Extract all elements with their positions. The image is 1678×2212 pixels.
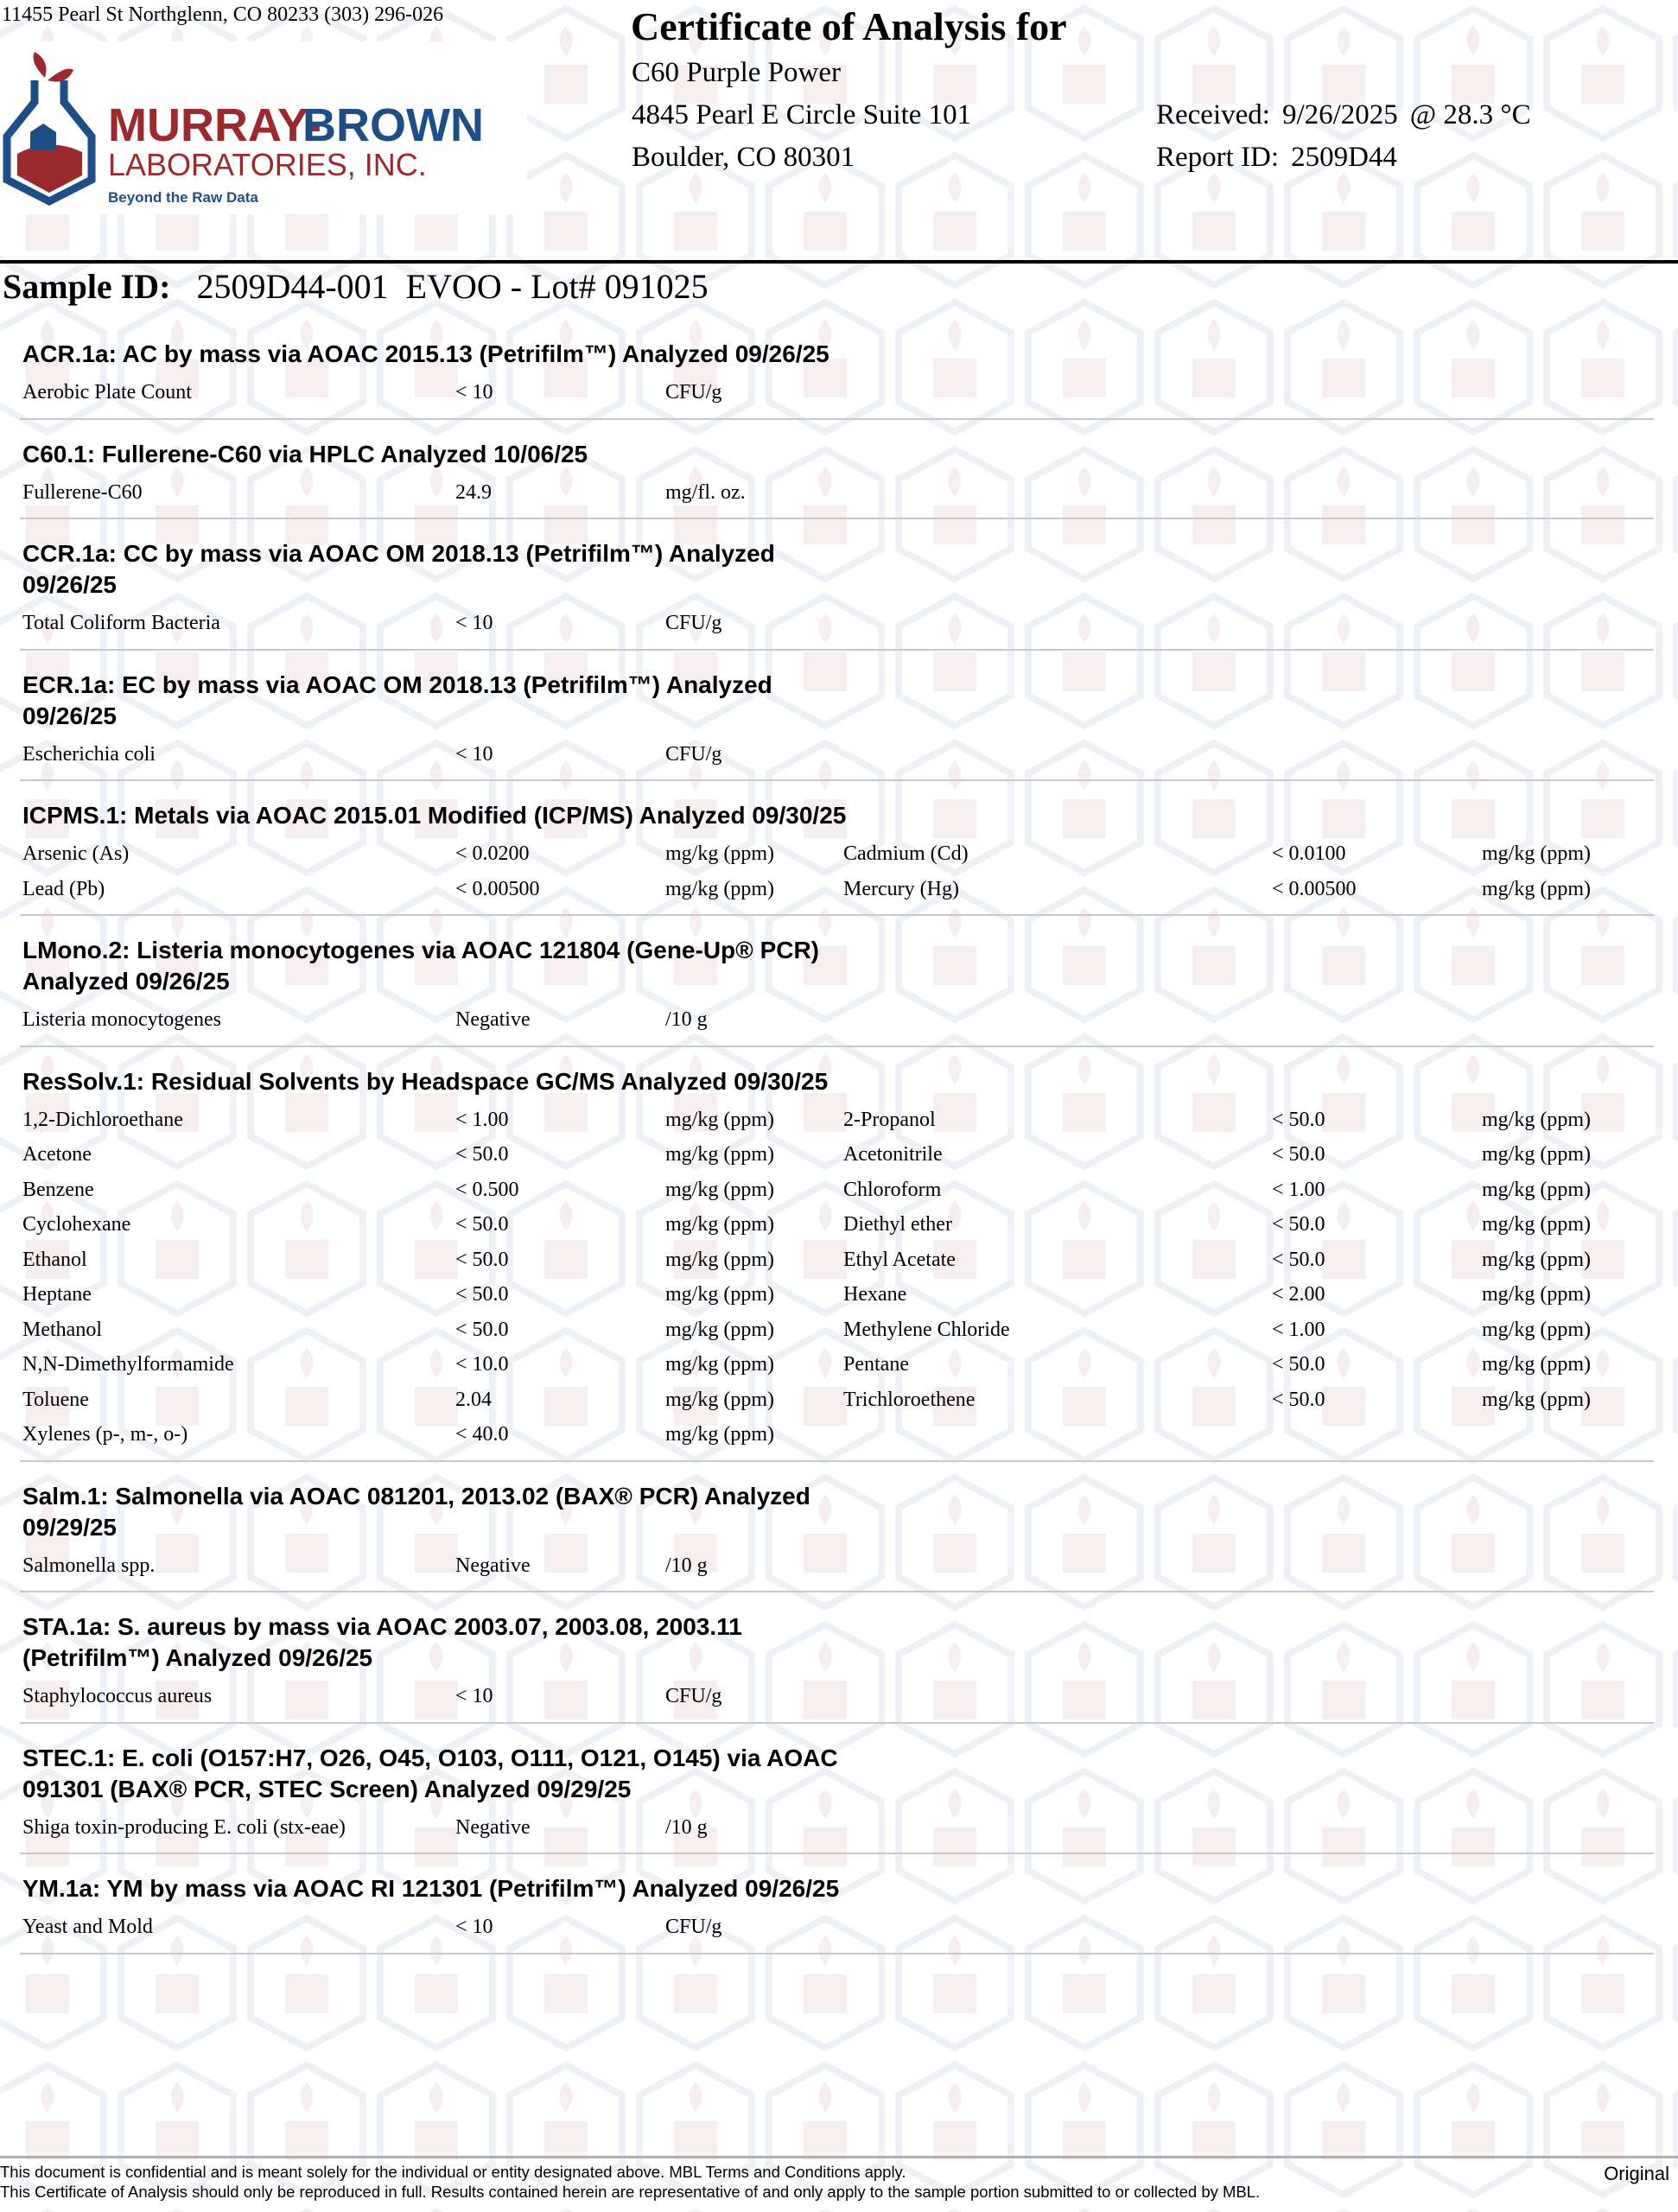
test-method-header: C60.1: Fullerene-C60 via HPLC Analyzed 10/06/25 <box>22 440 588 467</box>
result-unit: mg/kg (ppm) <box>1482 1108 1591 1131</box>
result-unit: mg/fl. oz. <box>665 480 746 504</box>
result-value: < 50.0 <box>455 1213 509 1236</box>
result-row <box>20 375 1654 410</box>
test-method-header: ECR.1a: EC by mass via AOAC OM 2018.13 (Petrifilm™) Analyzed 09/26/25 <box>22 671 772 729</box>
result-value: < 1.00 <box>1272 1178 1325 1201</box>
test-section <box>20 1854 1654 1955</box>
analyte-name: Staphylococcus aureus <box>22 1685 213 1707</box>
result-unit: mg/kg (ppm) <box>665 1353 774 1376</box>
result-value: < 50.0 <box>455 1318 509 1341</box>
test-section <box>20 1724 1654 1855</box>
result-value: < 50.0 <box>1272 1143 1325 1166</box>
result-unit: /10 g <box>665 1815 708 1839</box>
client-name: C60 Purple Power <box>632 57 841 88</box>
test-method-header: CCR.1a: CC by mass via AOAC OM 2018.13 (Petrifilm™) Analyzed 09/26/25 <box>22 540 775 598</box>
result-unit: CFU/g <box>665 612 722 634</box>
sample-id <box>3 266 709 307</box>
result-value: < 0.0200 <box>455 842 530 865</box>
test-section <box>20 420 1654 520</box>
analyte-name: N,N-Dimethylformamide <box>22 1353 234 1376</box>
result-value: < 50.0 <box>1272 1213 1325 1236</box>
result-value: < 50.0 <box>455 1283 509 1306</box>
analyte-name: Diethyl ether <box>843 1213 952 1236</box>
analyte-name: Mercury (Hg) <box>843 877 959 900</box>
result-value: < 0.00500 <box>455 877 540 900</box>
result-unit: mg/kg (ppm) <box>1482 1318 1591 1341</box>
result-value: < 50.0 <box>1272 1108 1325 1131</box>
analyte-name: Heptane <box>22 1283 92 1306</box>
result-unit: mg/kg (ppm) <box>1482 1178 1591 1201</box>
result-value: < 10 <box>455 1916 493 1938</box>
test-method-header: LMono.2: Listeria monocytogenes via AOAC 121804 (Gene-Up® PCR) Analyzed 09/26/25 <box>22 937 820 995</box>
result-row <box>20 606 1654 641</box>
result-value: < 50.0 <box>1272 1388 1325 1411</box>
result-row <box>20 1810 1654 1846</box>
analyte-name: Trichloroethene <box>843 1388 976 1411</box>
svg-text:LABORATORIES, INC.: LABORATORIES, INC. <box>108 147 427 182</box>
result-unit: /10 g <box>665 1008 708 1031</box>
lab-address: 11455 Pearl St Northglenn, CO 80233 (303) 296-026 <box>2 3 444 26</box>
result-unit: CFU/g <box>665 1916 722 1938</box>
result-unit: mg/kg (ppm) <box>665 1143 774 1166</box>
test-section <box>20 1592 1654 1724</box>
test-method-header: Salm.1: Salmonella via AOAC 081201, 2013.02 (BAX® PCR) Analyzed 09/29/25 <box>22 1482 810 1541</box>
result-value: < 40.0 <box>455 1423 509 1446</box>
company-logo <box>0 41 527 214</box>
analyte-name: Fullerene-C60 <box>22 480 143 504</box>
result-value: Negative <box>455 1008 531 1031</box>
analyte-name: Acetonitrile <box>843 1143 943 1166</box>
analyte-name: Listeria monocytogenes <box>22 1008 221 1031</box>
analyte-name: Total Coliform Bacteria <box>22 612 220 634</box>
analyte-name: Acetone <box>22 1143 92 1166</box>
report-info <box>1156 94 1543 179</box>
result-value: < 10 <box>455 1685 493 1707</box>
analyte-name: Ethyl Acetate <box>843 1248 956 1271</box>
analyte-name: Cadmium (Cd) <box>843 842 969 865</box>
svg-text:BROWN: BROWN <box>302 99 484 151</box>
result-row <box>20 1173 1654 1208</box>
document-status: Original <box>1604 2163 1669 2184</box>
result-value: < 1.00 <box>455 1108 509 1131</box>
result-unit: mg/kg (ppm) <box>1482 1283 1591 1306</box>
result-value: Negative <box>455 1815 531 1839</box>
result-row <box>20 1243 1654 1278</box>
results-sections <box>20 320 1654 1955</box>
svg-text:MURRAY-: MURRAY- <box>108 99 322 151</box>
analyte-name: Lead (Pb) <box>22 877 105 900</box>
result-row <box>20 872 1654 907</box>
result-row <box>20 475 1654 511</box>
result-value: < 2.00 <box>1272 1283 1325 1306</box>
flask-logo-icon <box>0 41 527 214</box>
result-value: < 50.0 <box>1272 1248 1325 1271</box>
result-row <box>20 1137 1654 1173</box>
analyte-name: 2-Propanol <box>843 1108 936 1131</box>
analyte-name: Hexane <box>843 1283 907 1306</box>
document-title: Certificate of Analysis for <box>631 4 1067 48</box>
analyte-name: Escherichia coli <box>22 742 156 766</box>
result-unit: /10 g <box>665 1554 708 1577</box>
test-method-header: ACR.1a: AC by mass via AOAC 2015.13 (Petrifilm™) Analyzed 09/26/25 <box>22 340 829 367</box>
result-unit: mg/kg (ppm) <box>665 842 774 865</box>
received-date: 9/26/2025 <box>1281 99 1398 130</box>
result-value: 24.9 <box>455 480 492 504</box>
received-temp: @ 28.3 °C <box>1409 99 1531 130</box>
result-unit: mg/kg (ppm) <box>665 1388 774 1411</box>
result-unit: mg/kg (ppm) <box>665 1178 774 1201</box>
footer-confidentiality: This document is confidential and is meant solely for the individual or entity designated above. MBL Terms and Conditions apply. <box>0 2163 906 2181</box>
test-section <box>20 781 1654 916</box>
report-id: 2509D44 <box>1291 142 1397 173</box>
analyte-name: Ethanol <box>22 1248 87 1271</box>
analyte-name: Xylenes (p-, m-, o-) <box>22 1423 188 1446</box>
test-method-header: STEC.1: E. coli (O157:H7, O26, O45, O103, O111, O121, O145) via AOAC 091301 (BAX® PCR, STEC Screen) Analyzed 09/29/25 <box>22 1744 838 1802</box>
client-address-line1: 4845 Pearl E Circle Suite 101 <box>632 99 972 130</box>
svg-text:Beyond the Raw Data: Beyond the Raw Data <box>108 189 258 206</box>
result-value: < 10 <box>455 381 493 404</box>
test-section <box>20 1462 1654 1593</box>
result-unit: mg/kg (ppm) <box>1482 1388 1591 1411</box>
result-value: < 0.500 <box>455 1178 519 1201</box>
test-section <box>20 916 1654 1047</box>
result-value: < 50.0 <box>1272 1353 1325 1376</box>
result-unit: mg/kg (ppm) <box>1482 842 1591 865</box>
test-method-header: YM.1a: YM by mass via AOAC RI 121301 (Petrifilm™) Analyzed 09/26/25 <box>22 1875 840 1902</box>
report-id-label: Report ID: <box>1156 142 1280 173</box>
result-value: < 10 <box>455 742 493 766</box>
result-unit: mg/kg (ppm) <box>1482 1213 1591 1236</box>
received-label: Received: <box>1156 99 1270 130</box>
test-section <box>20 320 1654 420</box>
analyte-name: Salmonella spp. <box>22 1554 156 1577</box>
sample-id-label: Sample ID: <box>3 267 171 306</box>
analyte-name: Aerobic Plate Count <box>22 381 192 404</box>
analyte-name: Methylene Chloride <box>843 1318 1010 1341</box>
analyte-name: Shiga toxin-producing E. coli (stx-eae) <box>22 1815 346 1839</box>
analyte-name: Arsenic (As) <box>22 842 130 865</box>
result-unit: mg/kg (ppm) <box>665 1108 774 1131</box>
result-row <box>20 1002 1654 1038</box>
result-unit: CFU/g <box>665 381 722 404</box>
analyte-name: Toluene <box>22 1388 89 1411</box>
result-row <box>20 1679 1654 1714</box>
result-value: Negative <box>455 1554 531 1577</box>
test-method-header: ICPMS.1: Metals via AOAC 2015.01 Modified (ICP/MS) Analyzed 09/30/25 <box>22 802 847 829</box>
analyte-name: Pentane <box>843 1353 909 1376</box>
result-value: < 50.0 <box>455 1143 509 1166</box>
client-address-line2: Boulder, CO 80301 <box>632 142 855 173</box>
analyte-name: Yeast and Mold <box>22 1916 153 1938</box>
result-value: < 10 <box>455 612 493 634</box>
result-unit: mg/kg (ppm) <box>665 1423 774 1446</box>
result-row <box>20 1417 1654 1452</box>
result-unit: mg/kg (ppm) <box>665 877 774 900</box>
result-unit: CFU/g <box>665 742 722 766</box>
result-unit: mg/kg (ppm) <box>1482 1143 1591 1166</box>
footer-reproduction: This Certificate of Analysis should only be reproduced in full. Results contained herein are representative of and only apply to the sample portion submitted to or collected by MBL. <box>0 2183 1261 2201</box>
result-value: < 1.00 <box>1272 1318 1325 1341</box>
analyte-name: Cyclohexane <box>22 1213 131 1236</box>
test-section <box>20 651 1654 782</box>
result-row <box>20 1103 1654 1138</box>
result-row <box>20 836 1654 872</box>
result-row <box>20 1277 1654 1313</box>
result-row <box>20 1548 1654 1584</box>
result-row <box>20 737 1654 772</box>
result-value: < 0.00500 <box>1272 877 1357 900</box>
header-divider <box>0 260 1678 264</box>
analyte-name: Methanol <box>22 1318 102 1341</box>
result-value: < 50.0 <box>455 1248 509 1271</box>
result-unit: mg/kg (ppm) <box>1482 1248 1591 1271</box>
result-row <box>20 1207 1654 1243</box>
result-unit: mg/kg (ppm) <box>1482 877 1591 900</box>
footer <box>0 2156 1678 2202</box>
result-unit: mg/kg (ppm) <box>665 1318 774 1341</box>
result-unit: mg/kg (ppm) <box>665 1213 774 1236</box>
result-row <box>20 1313 1654 1348</box>
analyte-name: 1,2-Dichloroethane <box>22 1108 183 1131</box>
result-unit: mg/kg (ppm) <box>1482 1353 1591 1376</box>
client-block <box>632 52 971 179</box>
result-value: 2.04 <box>455 1388 492 1411</box>
test-section <box>20 1047 1654 1462</box>
result-unit: CFU/g <box>665 1685 722 1707</box>
analyte-name: Chloroform <box>843 1178 942 1201</box>
result-value: < 0.0100 <box>1272 842 1346 865</box>
result-row <box>20 1382 1654 1418</box>
result-row <box>20 1910 1654 1945</box>
test-method-header: ResSolv.1: Residual Solvents by Headspace GC/MS Analyzed 09/30/25 <box>22 1067 829 1095</box>
test-method-header: STA.1a: S. aureus by mass via AOAC 2003.07, 2003.08, 2003.11 (Petrifilm™) Analyzed 09/26/25 <box>22 1613 742 1671</box>
result-value: < 10.0 <box>455 1353 509 1376</box>
result-unit: mg/kg (ppm) <box>665 1248 774 1271</box>
test-section <box>20 519 1654 651</box>
result-row <box>20 1347 1654 1382</box>
sample-id-value: 2509D44-001 EVOO - Lot# 091025 <box>196 267 709 306</box>
analyte-name: Benzene <box>22 1178 94 1201</box>
result-unit: mg/kg (ppm) <box>665 1283 774 1306</box>
